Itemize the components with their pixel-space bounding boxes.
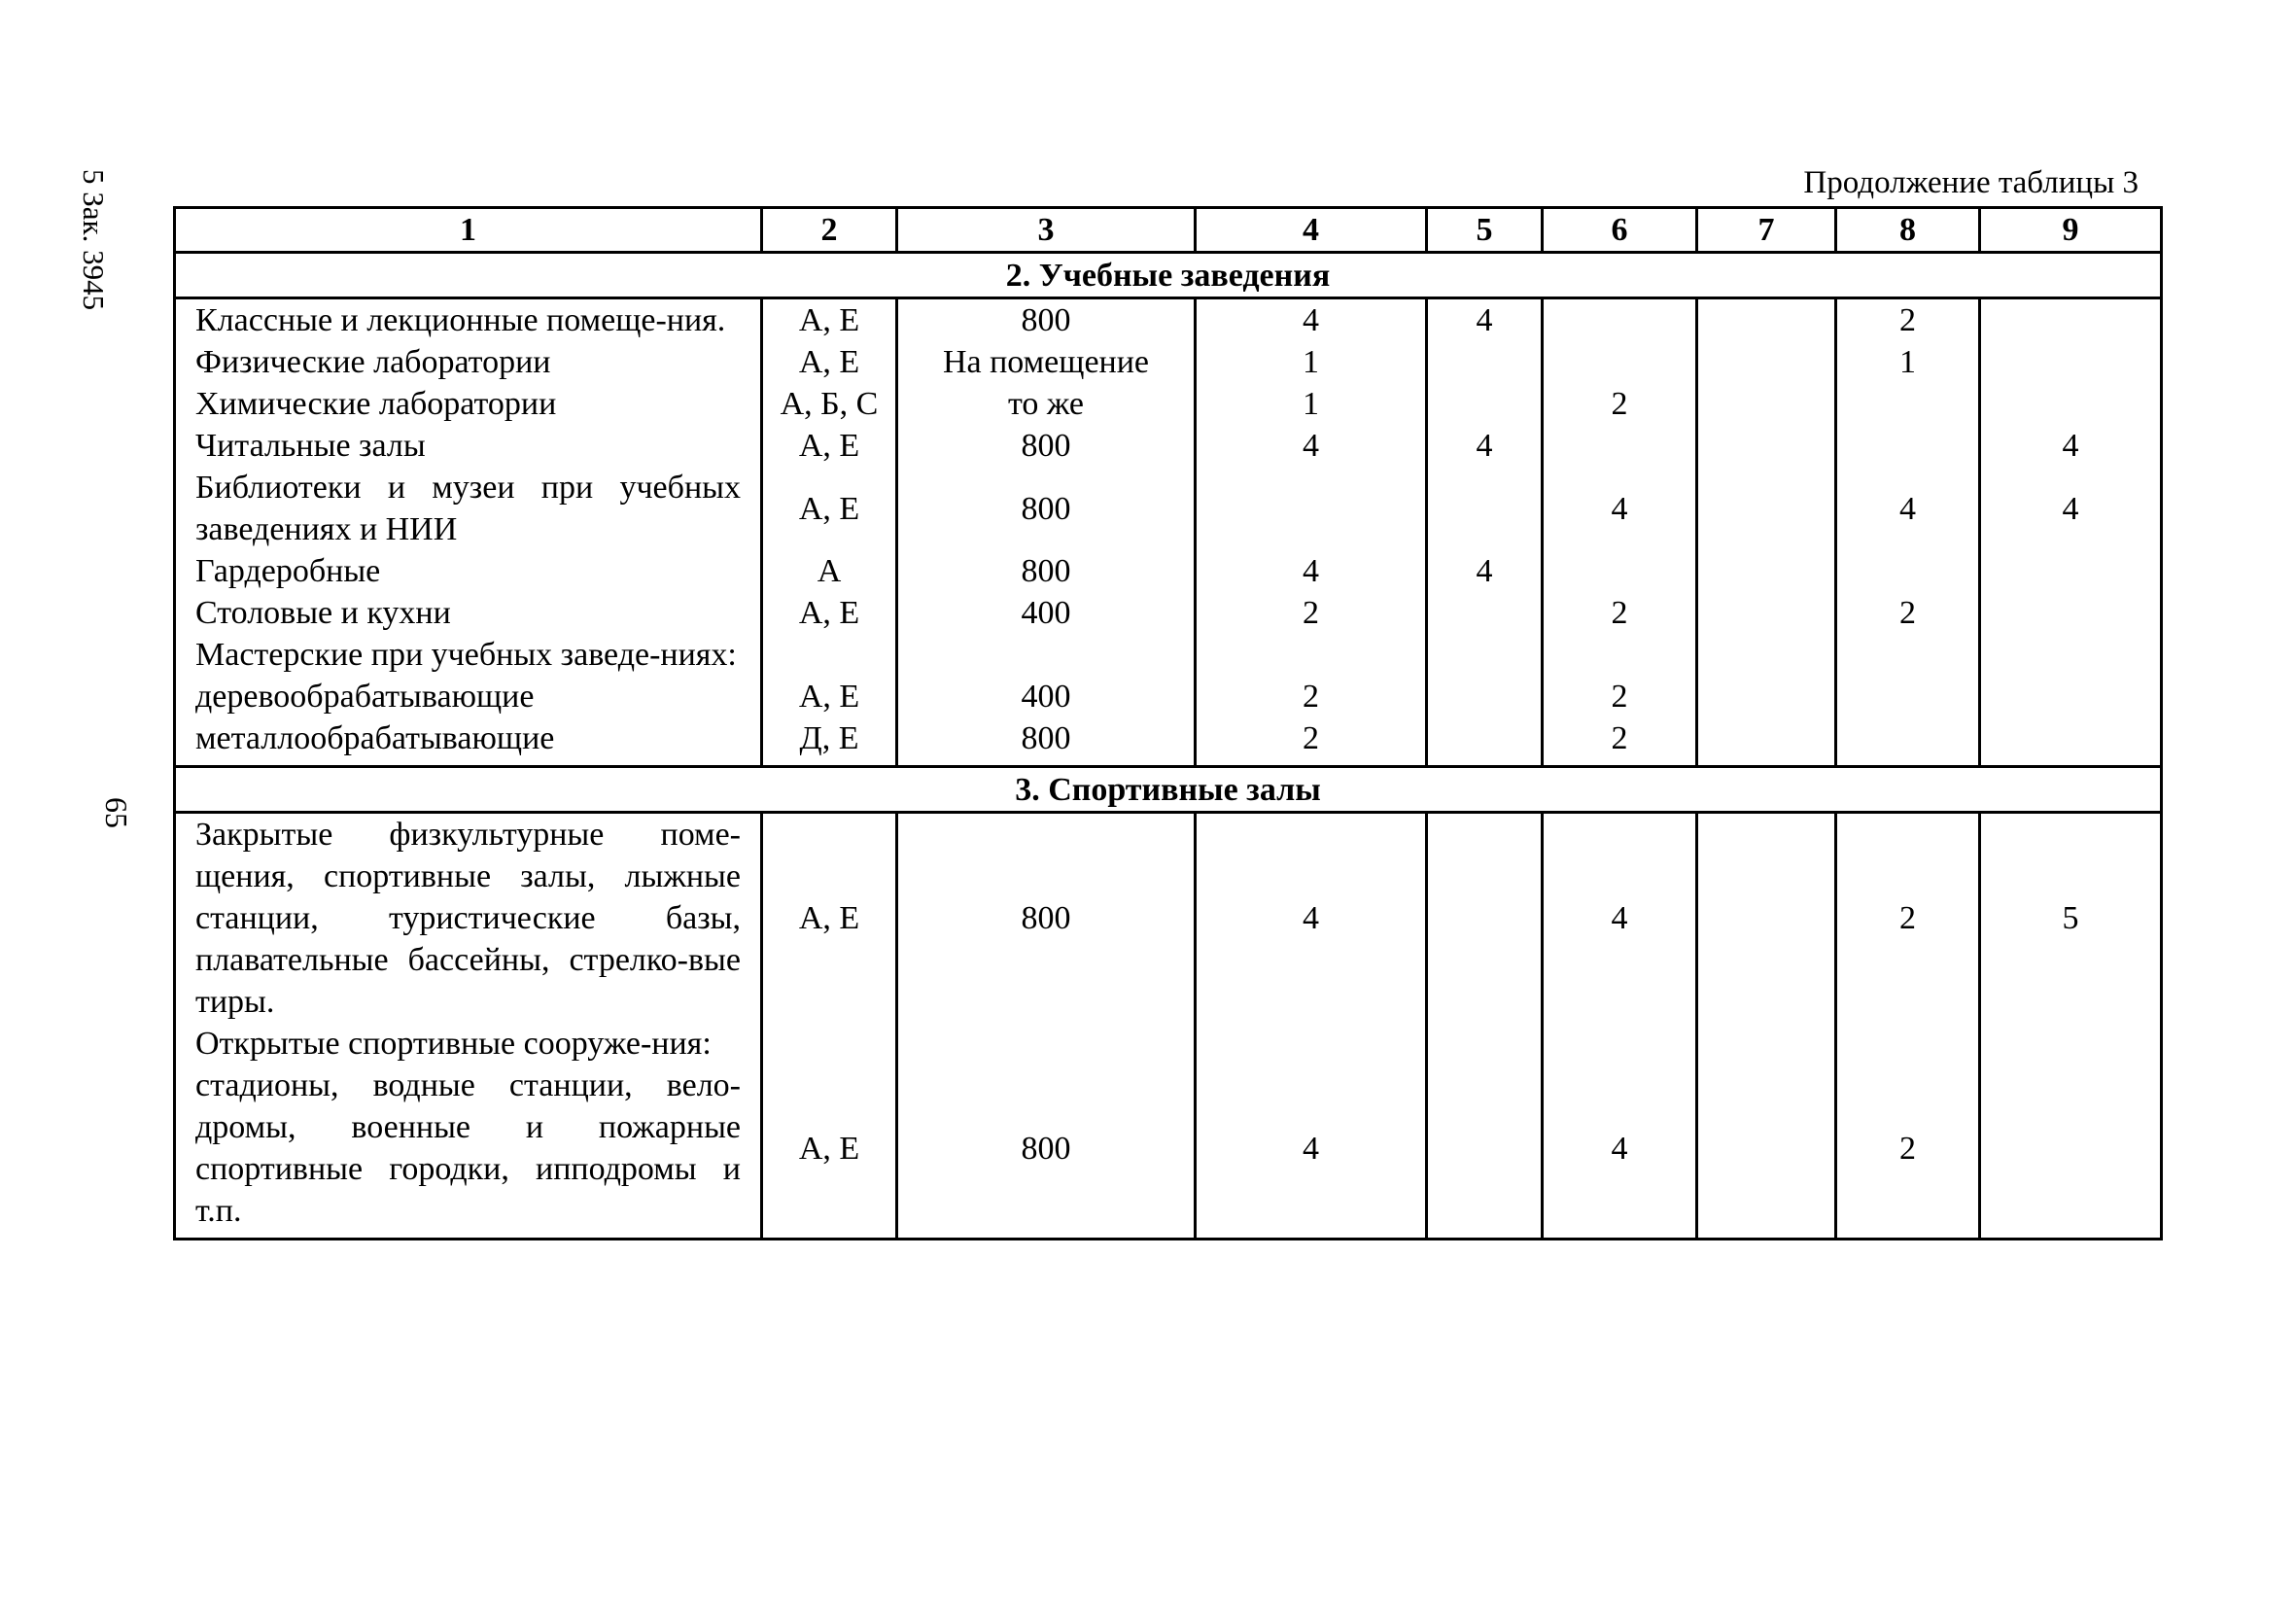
table-row [175, 298, 2162, 342]
row-label: деревообрабатывающие [175, 676, 762, 717]
cell-col-4: 4 [1196, 425, 1427, 467]
row-label: Гардеробные [175, 550, 762, 592]
cell-col-8: 2 [1836, 813, 1980, 1024]
cell-col-7 [1697, 383, 1836, 425]
cell-col-3: 800 [897, 1065, 1196, 1240]
cell-col-5 [1427, 1065, 1543, 1240]
cell-col-7 [1697, 634, 1836, 676]
row-label: Открытые спортивные сооруже-ния: [175, 1023, 762, 1065]
cell-col-7 [1697, 813, 1836, 1024]
table-row [175, 1065, 2162, 1240]
cell-col-8 [1836, 676, 1980, 717]
cell-col-4: 2 [1196, 592, 1427, 634]
cell-col-2: А, Е [762, 467, 897, 550]
cell-col-2: А, Е [762, 813, 897, 1024]
cell-col-2: А, Е [762, 341, 897, 383]
row-label: Библиотеки и музеи при учебных заведениях и НИИ [175, 467, 762, 550]
row-label: стадионы, водные станции, вело-дромы, военные и пожарные спортивные городки, ипподромы и т.п. [175, 1065, 762, 1240]
cell-col-5 [1427, 717, 1543, 767]
cell-col-3: 400 [897, 592, 1196, 634]
cell-col-3: 800 [897, 425, 1196, 467]
cell-col-5 [1427, 813, 1543, 1024]
cell-col-5 [1427, 467, 1543, 550]
cell-col-9 [1980, 298, 2162, 342]
table-row [175, 383, 2162, 425]
cell-col-6 [1543, 425, 1697, 467]
cell-col-3: то же [897, 383, 1196, 425]
cell-col-4: 4 [1196, 813, 1427, 1024]
header-row [175, 208, 2162, 253]
margin-note: 5 Зак. 3945 [77, 169, 111, 311]
cell-col-9 [1980, 592, 2162, 634]
cell-col-3: 800 [897, 717, 1196, 767]
column-header: 9 [1980, 208, 2162, 253]
cell-col-6: 2 [1543, 383, 1697, 425]
cell-col-9 [1980, 676, 2162, 717]
cell-col-6 [1543, 634, 1697, 676]
cell-col-3: 800 [897, 550, 1196, 592]
cell-col-7 [1697, 1023, 1836, 1065]
cell-col-3: На помещение [897, 341, 1196, 383]
cell-col-2: А, Е [762, 298, 897, 342]
cell-col-6: 2 [1543, 717, 1697, 767]
cell-col-6 [1543, 341, 1697, 383]
row-label: Мастерские при учебных заведе-ниях: [175, 634, 762, 676]
cell-col-5 [1427, 634, 1543, 676]
cell-col-2: Д, Е [762, 717, 897, 767]
cell-col-8 [1836, 425, 1980, 467]
cell-col-2: А [762, 550, 897, 592]
cell-col-2 [762, 634, 897, 676]
row-label: Закрытые физкультурные поме-щения, спортивные залы, лыжные станции, туристические базы, плавательные бассейны, стрелко-вые тиры. [175, 813, 762, 1024]
cell-col-8: 4 [1836, 467, 1980, 550]
column-header: 4 [1196, 208, 1427, 253]
cell-col-8: 2 [1836, 298, 1980, 342]
cell-col-5: 4 [1427, 298, 1543, 342]
cell-col-9: 5 [1980, 813, 2162, 1024]
cell-col-7 [1697, 425, 1836, 467]
row-label: Столовые и кухни [175, 592, 762, 634]
row-label: Физические лаборатории [175, 341, 762, 383]
column-header: 7 [1697, 208, 1836, 253]
cell-col-6: 4 [1543, 813, 1697, 1024]
cell-col-2: А, Б, С [762, 383, 897, 425]
column-header: 8 [1836, 208, 1980, 253]
cell-col-4: 1 [1196, 341, 1427, 383]
cell-col-6: 4 [1543, 467, 1697, 550]
cell-col-5: 4 [1427, 425, 1543, 467]
row-label: Читальные залы [175, 425, 762, 467]
table-row [175, 425, 2162, 467]
cell-col-2: А, Е [762, 592, 897, 634]
cell-col-4: 4 [1196, 1065, 1427, 1240]
cell-col-6: 4 [1543, 1065, 1697, 1240]
cell-col-7 [1697, 592, 1836, 634]
page-number: 65 [99, 797, 134, 828]
cell-col-7 [1697, 298, 1836, 342]
table-row [175, 676, 2162, 717]
cell-col-4: 4 [1196, 550, 1427, 592]
cell-col-2: А, Е [762, 425, 897, 467]
cell-col-3: 400 [897, 676, 1196, 717]
cell-col-7 [1697, 467, 1836, 550]
cell-col-5 [1427, 1023, 1543, 1065]
cell-col-9 [1980, 1023, 2162, 1065]
cell-col-8: 2 [1836, 592, 1980, 634]
table-row [175, 634, 2162, 676]
cell-col-8 [1836, 717, 1980, 767]
row-label: металлообрабатывающие [175, 717, 762, 767]
cell-col-3 [897, 1023, 1196, 1065]
cell-col-9 [1980, 341, 2162, 383]
cell-col-9: 4 [1980, 425, 2162, 467]
cell-col-9 [1980, 717, 2162, 767]
column-header: 1 [175, 208, 762, 253]
cell-col-2: А, Е [762, 1065, 897, 1240]
cell-col-7 [1697, 1065, 1836, 1240]
cell-col-2: А, Е [762, 676, 897, 717]
cell-col-4: 2 [1196, 676, 1427, 717]
cell-col-8 [1836, 383, 1980, 425]
column-header: 6 [1543, 208, 1697, 253]
cell-col-5 [1427, 383, 1543, 425]
cell-col-7 [1697, 717, 1836, 767]
cell-col-6: 2 [1543, 676, 1697, 717]
column-header: 2 [762, 208, 897, 253]
cell-col-6 [1543, 550, 1697, 592]
table-row [175, 592, 2162, 634]
cell-col-8 [1836, 634, 1980, 676]
table-row [175, 813, 2162, 1024]
cell-col-6 [1543, 1023, 1697, 1065]
cell-col-5 [1427, 676, 1543, 717]
cell-col-3: 800 [897, 298, 1196, 342]
cell-col-8 [1836, 550, 1980, 592]
cell-col-4 [1196, 634, 1427, 676]
row-label: Классные и лекционные помеще-ния. [175, 298, 762, 342]
cell-col-9 [1980, 634, 2162, 676]
cell-col-3: 800 [897, 813, 1196, 1024]
cell-col-6 [1543, 298, 1697, 342]
cell-col-4 [1196, 1023, 1427, 1065]
column-header: 5 [1427, 208, 1543, 253]
cell-col-4: 4 [1196, 298, 1427, 342]
cell-col-9 [1980, 1065, 2162, 1240]
section-title-educational: 2. Учебные заведения [175, 253, 2162, 298]
table-caption: Продолжение таблицы 3 [1803, 165, 2139, 200]
column-header: 3 [897, 208, 1196, 253]
cell-col-4 [1196, 467, 1427, 550]
cell-col-9: 4 [1980, 467, 2162, 550]
row-label: Химические лаборатории [175, 383, 762, 425]
table-row [175, 1023, 2162, 1065]
cell-col-7 [1697, 341, 1836, 383]
cell-col-5: 4 [1427, 550, 1543, 592]
table-row [175, 550, 2162, 592]
cell-col-4: 1 [1196, 383, 1427, 425]
cell-col-4: 2 [1196, 717, 1427, 767]
table-row [175, 717, 2162, 767]
cell-col-3: 800 [897, 467, 1196, 550]
cell-col-9 [1980, 383, 2162, 425]
cell-col-8: 1 [1836, 341, 1980, 383]
table-row [175, 467, 2162, 550]
cell-col-6: 2 [1543, 592, 1697, 634]
table-row [175, 341, 2162, 383]
cell-col-8: 2 [1836, 1065, 1980, 1240]
cell-col-7 [1697, 550, 1836, 592]
cell-col-3 [897, 634, 1196, 676]
cell-col-8 [1836, 1023, 1980, 1065]
cell-col-7 [1697, 676, 1836, 717]
cell-col-5 [1427, 592, 1543, 634]
cell-col-5 [1427, 341, 1543, 383]
norms-table [173, 206, 2163, 1240]
cell-col-2 [762, 1023, 897, 1065]
section-title-sports: 3. Спортивные залы [175, 767, 2162, 813]
cell-col-9 [1980, 550, 2162, 592]
